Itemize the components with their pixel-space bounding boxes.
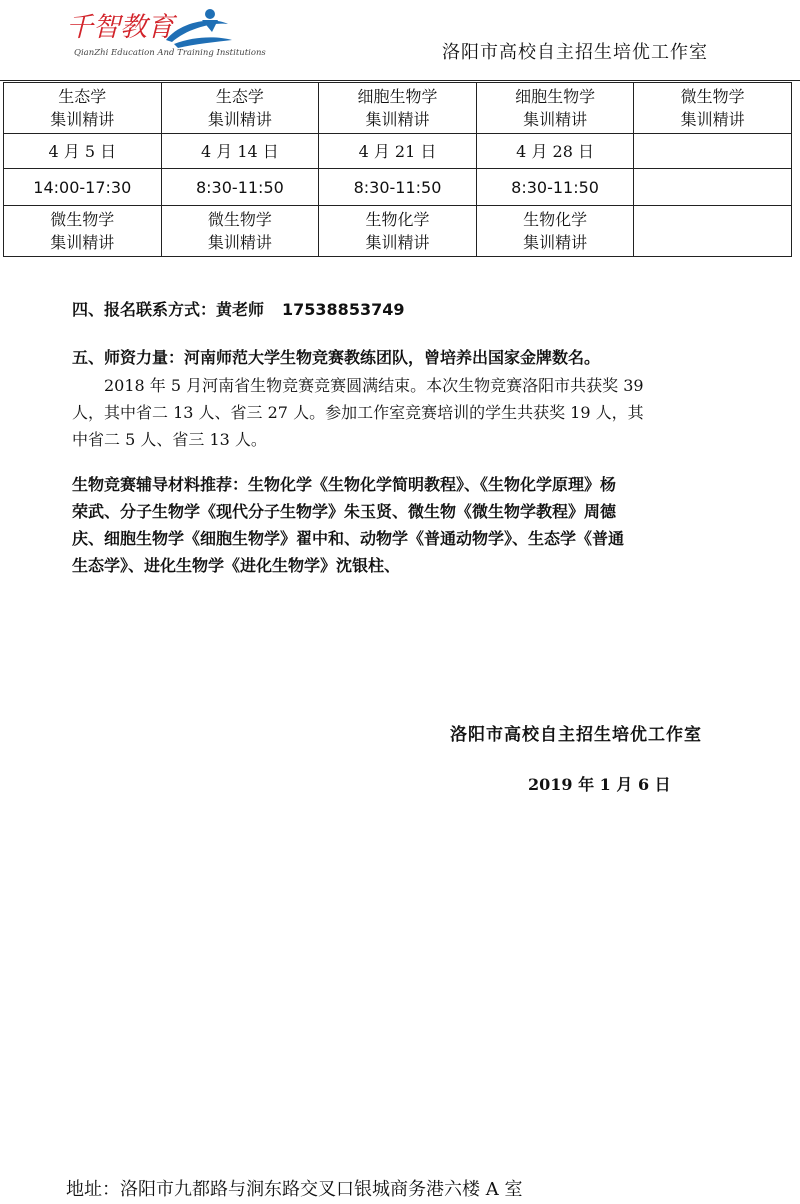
date-cell: 4 月 5 日 xyxy=(4,134,162,169)
course-type: 集训精讲 xyxy=(523,110,588,129)
course-type: 集训精讲 xyxy=(365,110,430,129)
time-cell xyxy=(634,169,792,206)
date-cell: 4 月 28 日 xyxy=(476,134,634,169)
schedule-table xyxy=(3,82,792,257)
table-cell xyxy=(4,83,162,134)
table-row xyxy=(4,83,792,134)
subject-name: 细胞生物学 xyxy=(515,87,596,106)
table-cell xyxy=(319,83,477,134)
logo-figure-icon xyxy=(205,9,215,19)
date-cell: 4 月 14 日 xyxy=(161,134,319,169)
table-row xyxy=(4,169,792,206)
table-row xyxy=(4,206,792,257)
table-cell xyxy=(319,206,477,257)
header-divider xyxy=(0,80,800,81)
contact-label: 四、报名联系方式：黄老师 xyxy=(72,300,265,319)
paragraph-line: 生态学》、进化生物学《进化生物学》沈银柱、 xyxy=(72,556,401,575)
table-cell xyxy=(161,83,319,134)
table-cell xyxy=(161,206,319,257)
table-cell xyxy=(634,206,792,257)
paragraph-line: 庆、细胞生物学《细胞生物学》翟中和、动物学《普通动物学》、生态学《普通 xyxy=(72,529,625,548)
subject-name: 生态学 xyxy=(215,87,264,106)
faculty-results-paragraph xyxy=(72,372,742,453)
table-row xyxy=(4,134,792,169)
logo-text: 千智教育 xyxy=(66,12,174,43)
paragraph-line: 人，其中省二 13 人、省三 27 人。参加工作室竞赛培训的学生共获奖 19 人，其 xyxy=(72,403,644,422)
date-cell: 4 月 21 日 xyxy=(319,134,477,169)
course-type: 集训精讲 xyxy=(365,233,430,252)
signature-date: 2019 年 1 月 6 日 xyxy=(528,775,671,794)
logo-graphic xyxy=(62,6,238,52)
subject-name: 生物化学 xyxy=(523,210,588,229)
header-org-name: 洛阳市高校自主招生培优工作室 xyxy=(442,42,708,63)
footer-address: 地址：洛阳市九都路与涧东路交叉口银城商务港六楼 A 室 xyxy=(66,1179,523,1200)
course-type: 集训精讲 xyxy=(680,110,745,129)
course-type: 集训精讲 xyxy=(207,110,272,129)
subject-name: 微生物学 xyxy=(680,87,745,106)
paragraph-line: 生物竞赛辅导材料推荐：生物化学《生物化学简明教程》、《生物化学原理》杨 xyxy=(72,475,617,494)
subject-name: 生态学 xyxy=(58,87,107,106)
course-type: 集训精讲 xyxy=(50,233,115,252)
table-cell xyxy=(476,83,634,134)
paragraph-line: 2018 年 5 月河南省生物竞赛竞赛圆满结束。本次生物竞赛洛阳市共获奖 39 xyxy=(104,376,644,395)
subject-name: 微生物学 xyxy=(50,210,115,229)
table-cell xyxy=(4,206,162,257)
subject-name: 细胞生物学 xyxy=(357,87,438,106)
paragraph-line: 中省二 5 人、省三 13 人。 xyxy=(72,430,267,449)
materials-paragraph xyxy=(72,471,742,579)
table-cell xyxy=(634,83,792,134)
date-cell xyxy=(634,134,792,169)
course-type: 集训精讲 xyxy=(207,233,272,252)
faculty-heading: 五、师资力量：河南师范大学生物竞赛教练团队，曾培养出国家金牌数名。 xyxy=(72,348,601,367)
subject-name: 微生物学 xyxy=(207,210,272,229)
qianzhi-logo xyxy=(62,6,238,68)
subject-name: 生物化学 xyxy=(365,210,430,229)
logo-wave-icon xyxy=(174,37,232,48)
logo-caption: QianZhi Education And Training Institutions xyxy=(74,48,266,58)
paragraph-line: 荣武、分子生物学《现代分子生物学》朱玉贤、微生物《微生物学教程》周德 xyxy=(72,502,617,521)
course-type: 集训精讲 xyxy=(523,233,588,252)
time-cell: 8:30-11:50 xyxy=(476,169,634,206)
table-cell xyxy=(476,206,634,257)
time-cell: 14:00-17:30 xyxy=(4,169,162,206)
page-header xyxy=(0,0,800,82)
course-type: 集训精讲 xyxy=(50,110,115,129)
time-cell: 8:30-11:50 xyxy=(319,169,477,206)
contact-phone: 17538853749 xyxy=(282,300,405,319)
signature-org: 洛阳市高校自主招生培优工作室 xyxy=(450,725,702,745)
time-cell: 8:30-11:50 xyxy=(161,169,319,206)
contact-section xyxy=(72,296,742,323)
